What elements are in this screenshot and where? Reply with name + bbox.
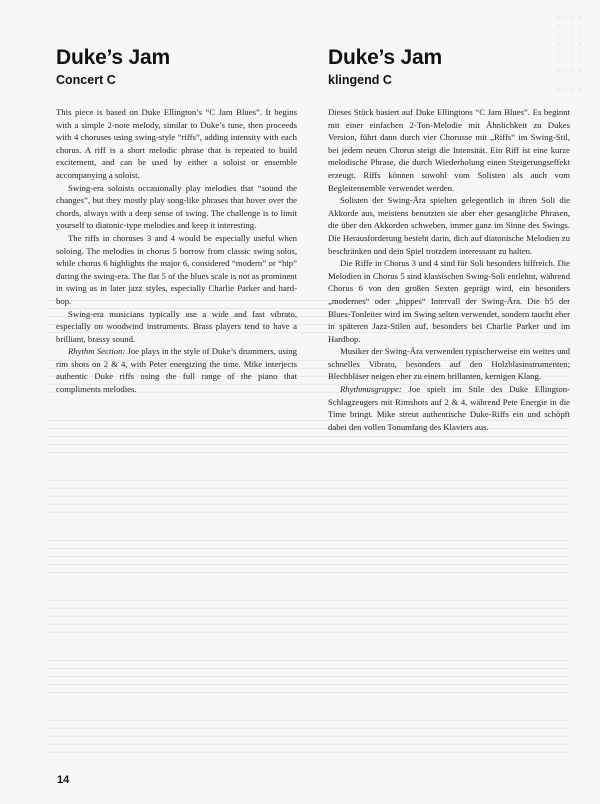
page-title: Duke’s Jam [328, 46, 442, 69]
paragraph [56, 345, 297, 395]
paragraph: Solisten der Swing-Ära spielten gelegentlich in ihren Soli die Akkorde aus, meistens benutzten sie aber eher gesangliche Phrasen, die über den Akkorden schweben, immer ganz im Sinne des Swings. Die Herausforderung besteht darin, dich auf diatonische Melodien zu beschränken und dein Spiel trotzdem interessant zu halten. [328, 195, 570, 256]
page-subtitle: klingend C [328, 73, 392, 87]
page-subtitle: Concert C [56, 73, 116, 87]
page-number: 14 [57, 774, 70, 786]
paragraph: Swing-era soloists occasionally play melodies that “sound the changes”, but they mostly play song-like phrases that hover over the chords, always with a deep sense of swing. The challenge is to limit yourself to diatonic-type melodies and keep it interesting. [56, 182, 297, 231]
page-title: Duke’s Jam [56, 46, 170, 69]
paragraph: Swing-era musicians typically use a wide and fast vibrato, especially on woodwind instruments. Brass players tend to have a brilliant, brassy sound. [56, 308, 297, 344]
paragraph-text: Joe spielt im Stile des Duke Ellington-Schlagzeugers mit Rimshots auf 2 & 4, während Pete Energie in die Time bringt. Mike streut authentische Duke-Riffs ein und schöpft dabei den vollen Tonumfang des Klaviers aus. [328, 384, 570, 432]
ghost-staff [48, 660, 568, 694]
ghost-staff [48, 540, 568, 574]
paragraph: This piece is based on Duke Ellington’s “C Jam Blues”. It begins with a simple 2-note melody, similar to Duke’s tune, then proceeds with 4 choruses using swing-style “riffs”, adding intensity with each chorus. A riff is a short melodic phrase that is repeated to build excitement, and can be used by either a soloist or ensemble accompanying a soloist. [56, 107, 297, 180]
paragraph: Die Riffe in Chorus 3 und 4 sind für Soli besonders hilfreich. Die Melodien in Chorus 5 sind klassischen Swing-Soli entlehnt, während Chorus 6 von den großen Sexten geprägt wird, ein besonders „modernes“ oder „hippes“ Intervall der Swing-Ära. Die b5 der Blues-Tonleiter wird im Swing selten verwendet, sondern taucht eher in späteren Jazz-Stilen auf, besonders bei Charlie Parker und im Hardbop. [328, 258, 570, 344]
german-column [328, 46, 570, 433]
rhythm-section-label: Rhythm Section: [68, 346, 126, 357]
paragraph: Musiker der Swing-Ära verwenden typischerweise ein weites und schnelles Vibrato, besonders auf den Holzblasinstrumenten; Blechbläser neigen eher zu einem brillanten, kernigen Klang. [328, 346, 570, 382]
ghost-staff [48, 720, 568, 754]
body-text [328, 106, 570, 433]
ghost-staff [48, 600, 568, 634]
paragraph [328, 383, 570, 433]
paragraph-text: Joe plays in the style of Duke’s drummers, using rim shots on 2 & 4, with Peter energizing the time. Mike interjects authentic Duke riffs using the full range of the piano that compliments melodies. [56, 346, 297, 395]
paragraph: Dieses Stück basiert auf Duke Ellingtons “C Jam Blues”. Es beginnt mit einer einfachen 2-Ton-Melodie mit Ähnlichkeit zu Dukes Version, führt dann durch vier Chorusse mit „Riffs“ im Swing-Stil, bei jedem neuen Chorus steigt die Intensität. Ein Riff ist eine kurze melodische Phrase, die durch Wiederholung einen Steigerungseffekt erzeugt. Riffs können sowohl vom Solisten als auch vom Begleitensemble verwendet werden. [328, 107, 570, 193]
english-column [56, 46, 297, 396]
paragraph: The riffs in choruses 3 and 4 would be especially useful when soloing. The melodies in chorus 5 borrow from classic swing solos, while chorus 6 highlights the major 6, considered “modern” or “hip” during the swing-era. The flat 5 of the blues scale is not as prominent in swing as in later jazz styles, especially Charlie Parker and hard-bop. [56, 232, 297, 306]
body-text [56, 106, 297, 396]
rhythm-section-label: Rhythmusgruppe: [340, 384, 402, 395]
ghost-staff [48, 480, 568, 514]
